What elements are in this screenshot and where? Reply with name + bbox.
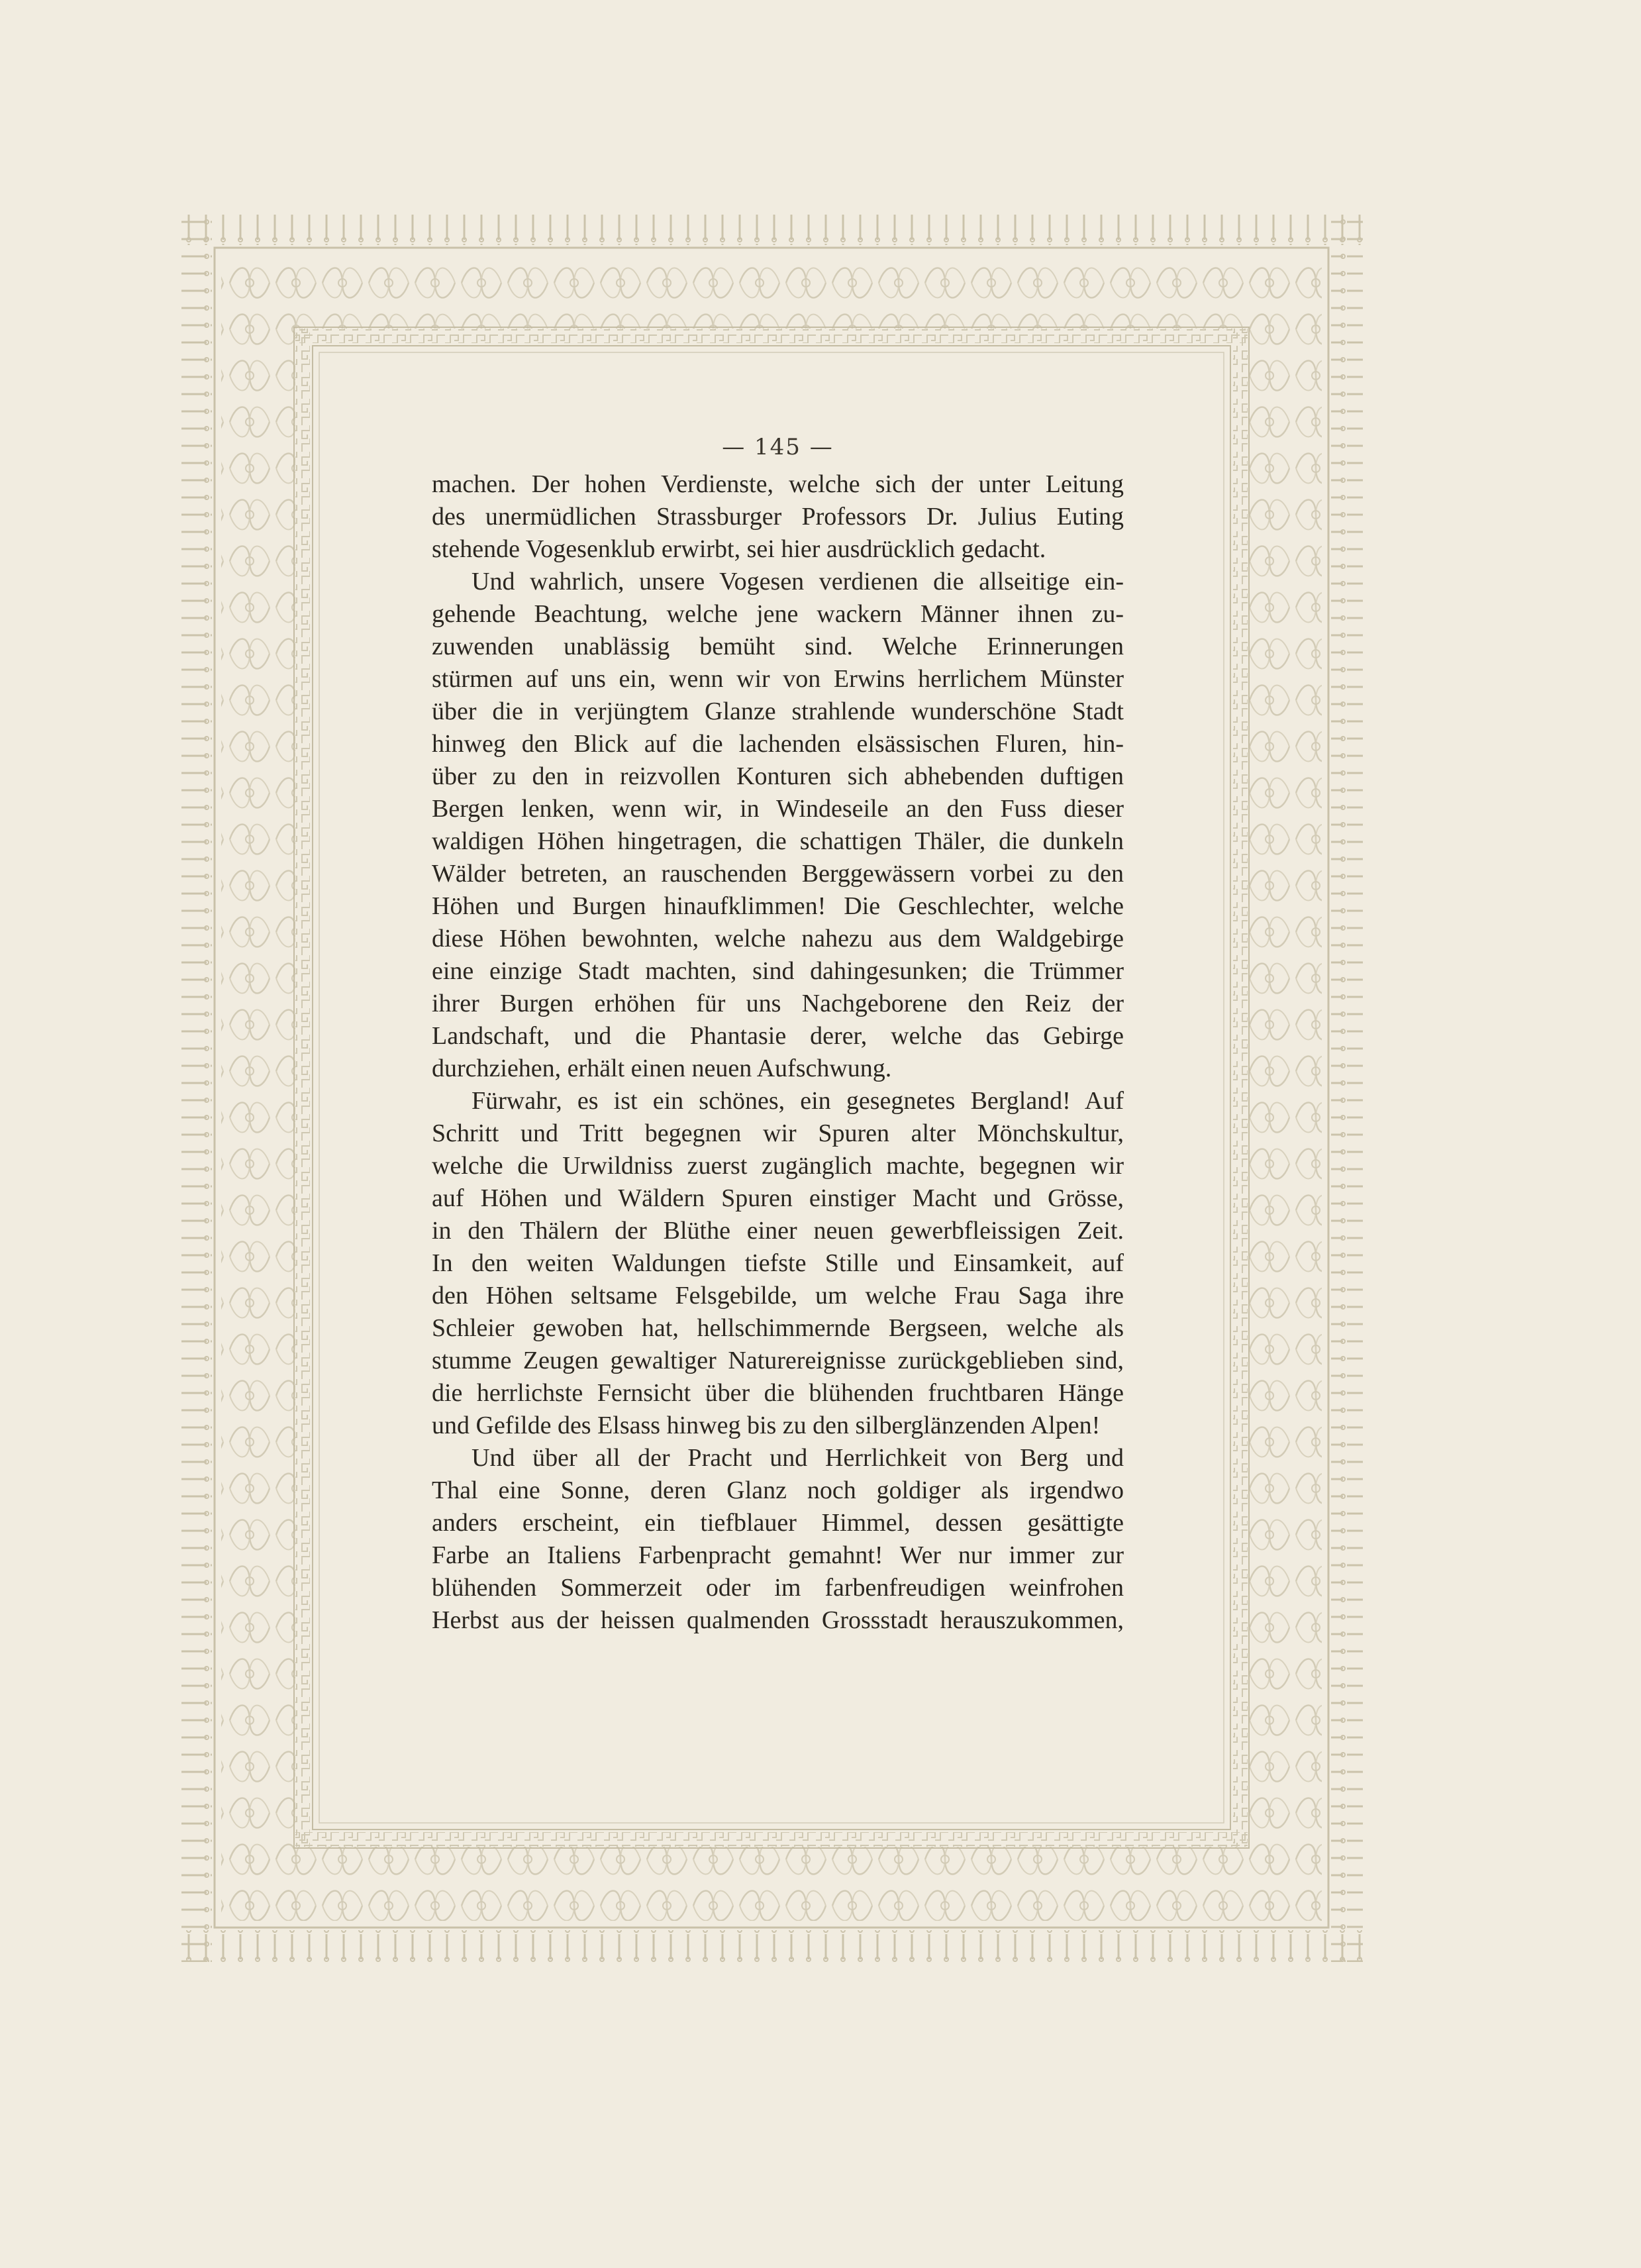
text-line: machen. Der hohen Verdienste, welche sich der unter Leitung [432, 470, 1124, 498]
text-line: Wälder betreten, an rauschenden Berggewässern vorbei zu den [432, 860, 1124, 888]
text-line: Und über all der Pracht und Herrlichkeit von Berg und [472, 1444, 1124, 1472]
text-line: stürmen auf uns ein, wenn wir von Erwins herrlichem Münster [432, 665, 1124, 693]
text-line: über die in verjüngtem Glanze strahlende wunderschöne Stadt [432, 697, 1124, 725]
text-column [432, 434, 1124, 1637]
text-line: In den weiten Waldungen tiefste Stille und Einsamkeit, auf [432, 1249, 1124, 1277]
text-line: über zu den in reizvollen Konturen sich abhebenden duftigen [432, 762, 1124, 790]
text-line: stehende Vogesenklub erwirbt, sei hier ausdrücklich gedacht. [432, 535, 1046, 563]
text-line: Bergen lenken, wenn wir, in Windeseile an den Fuss dieser [432, 795, 1124, 823]
text-line: auf Höhen und Wäldern Spuren einstiger Macht und Grösse, [432, 1184, 1124, 1212]
text-line: die herrlichste Fernsicht über die blühenden fruchtbaren Hänge [432, 1379, 1124, 1407]
text-line: Und wahrlich, unsere Vogesen verdienen die allseitige ein- [472, 568, 1124, 595]
text-line: Farbe an Italiens Farbenpracht gemahnt! Wer nur immer zur [432, 1541, 1124, 1569]
paragraph-3 [432, 1085, 1124, 1442]
page-number: — 145 — [722, 434, 834, 460]
text-line: ihrer Burgen erhöhen für uns Nachgeborene den Reiz der [432, 990, 1124, 1017]
text-line: Höhen und Burgen hinaufklimmen! Die Geschlechter, welche [432, 892, 1124, 920]
text-line: waldigen Höhen hingetragen, die schattigen Thäler, die dunkeln [432, 827, 1124, 855]
paragraph-1 [432, 468, 1124, 566]
text-line: stumme Zeugen gewaltiger Naturereignisse zurückgeblieben sind, [432, 1347, 1124, 1374]
text-line: welche die Urwildniss zuerst zugänglich machte, begegnen wir [432, 1152, 1124, 1180]
text-line: Schritt und Tritt begegnen wir Spuren alter Mönchskultur, [432, 1119, 1124, 1147]
text-line: durchziehen, erhält einen neuen Aufschwung. [432, 1055, 892, 1082]
text-line: Thal eine Sonne, deren Glanz noch goldiger als irgendwo [432, 1476, 1124, 1504]
text-line: hinweg den Blick auf die lachenden elsässischen Fluren, hin- [432, 730, 1124, 758]
text-line: des unermüdlichen Strassburger Professors Dr. Julius Euting [432, 503, 1124, 531]
text-line: Schleier gewoben hat, hellschimmernde Bergseen, welche als [432, 1314, 1124, 1342]
text-line: in den Thälern der Blüthe einer neuen gewerbfleissigen Zeit. [432, 1217, 1124, 1245]
text-line: Herbst aus der heissen qualmenden Grossstadt herauszukommen, [432, 1606, 1124, 1634]
paragraph-2 [432, 566, 1124, 1085]
text-line: diese Höhen bewohnten, welche nahezu aus dem Waldgebirge [432, 925, 1124, 953]
text-line: Landschaft, und die Phantasie derer, welche das Gebirge [432, 1022, 1124, 1050]
paragraph-4 [432, 1442, 1124, 1637]
text-line: anders erscheint, ein tiefblauer Himmel, dessen gesättigte [432, 1509, 1124, 1537]
text-line: den Höhen seltsame Felsgebilde, um welche Frau Saga ihre [432, 1282, 1124, 1310]
text-line: Fürwahr, es ist ein schönes, ein gesegnetes Bergland! Auf [472, 1087, 1124, 1115]
text-line: blühenden Sommerzeit oder im farbenfreudigen weinfrohen [432, 1574, 1124, 1602]
text-line: zuwenden unablässig bemüht sind. Welche Erinnerungen [432, 633, 1124, 660]
text-line: gehende Beachtung, welche jene wackern Männer ihnen zu- [432, 600, 1124, 628]
text-line: eine einzige Stadt machten, sind dahingesunken; die Trümmer [432, 957, 1124, 985]
text-line: und Gefilde des Elsass hinweg bis zu den silberglänzenden Alpen! [432, 1412, 1101, 1439]
